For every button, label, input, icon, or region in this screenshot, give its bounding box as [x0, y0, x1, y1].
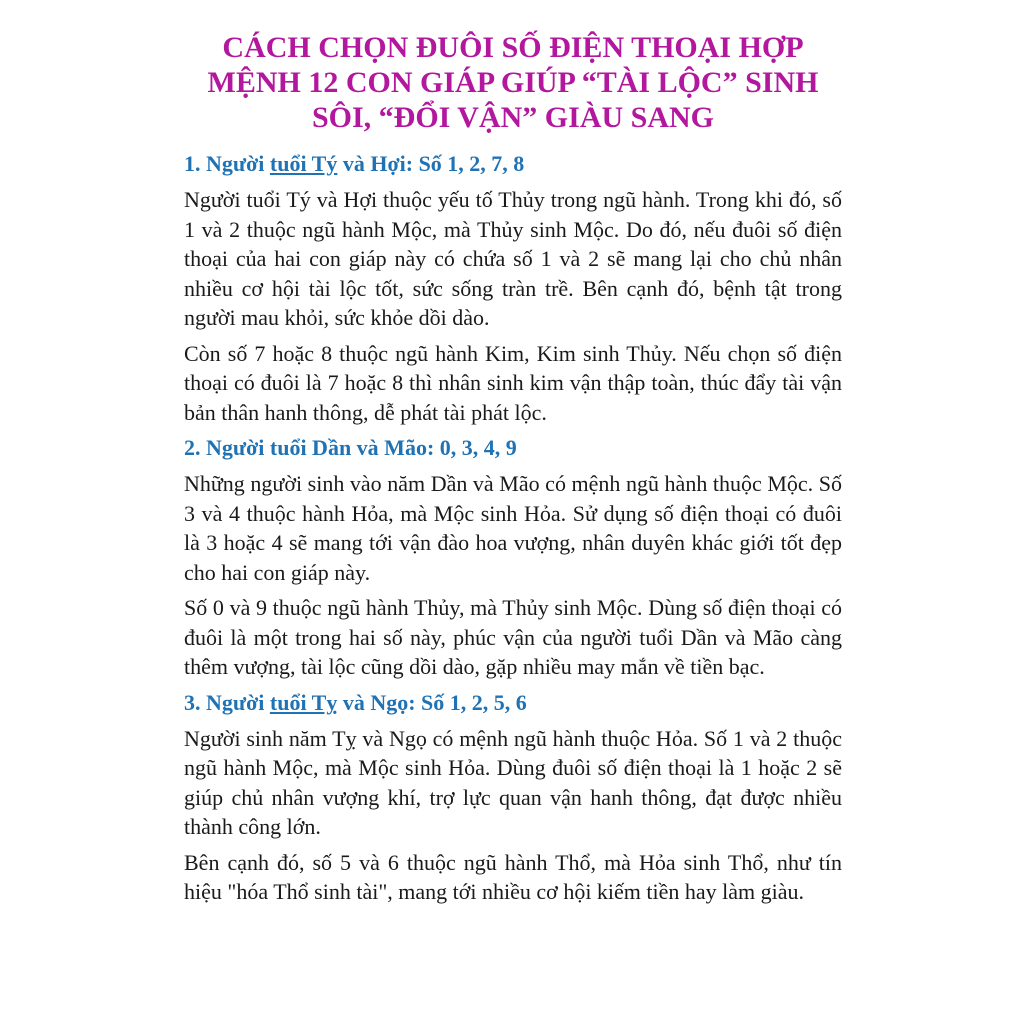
- section-ty-ngo: [184, 688, 842, 907]
- heading-suffix: và Hợi: Số 1, 2, 7, 8: [337, 151, 525, 176]
- paragraph: Những người sinh vào năm Dần và Mão có mệnh ngũ hành thuộc Mộc. Số 3 và 4 thuộc hành Hỏa, mà Mộc sinh Hỏa. Sử dụng số điện thoại có đuôi là 3 hoặc 4 sẽ mang tới vận đào hoa vượng, nhân duyên khác giới tốt đẹp cho hai con giáp này.: [184, 471, 842, 585]
- section-heading: [184, 688, 842, 718]
- paragraph: Bên cạnh đó, số 5 và 6 thuộc ngũ hành Thổ, mà Hỏa sinh Thổ, như tín hiệu "hóa Thổ sinh tài", mang tới nhiều cơ hội kiếm tiền hay làm giàu.: [184, 849, 842, 904]
- section-dan-mao: [184, 433, 842, 682]
- paragraph: Người tuổi Tý và Hợi thuộc yếu tố Thủy trong ngũ hành. Trong khi đó, số 1 và 2 thuộc ngũ hành Mộc, mà Thủy sinh Mộc. Do đó, nếu đuôi số điện thoại của hai con giáp này có chứa số 1 và 2 sẽ mang lại cho chủ nhân nhiều cơ hội tài lộc tốt, sức sống tràn trề. Bên cạnh đó, bệnh tật trong người mau khỏi, sức khỏe dồi dào.: [184, 187, 842, 330]
- heading-prefix: 3. Người: [184, 689, 270, 715]
- heading-link[interactable]: tuổi Tý: [269, 151, 338, 176]
- heading-link[interactable]: tuổi Tỵ: [269, 689, 338, 715]
- paragraph: Số 0 và 9 thuộc ngũ hành Thủy, mà Thủy sinh Mộc. Dùng số điện thoại có đuôi là một trong hai số này, phúc vận của người tuổi Dần và Mão càng thêm vượng, tài lộc cũng dồi dào, gặp nhiều may mắn về tiền bạc.: [184, 595, 842, 679]
- section-heading: [184, 149, 842, 179]
- section-ty-hoi: [184, 149, 842, 427]
- paragraph: Còn số 7 hoặc 8 thuộc ngũ hành Kim, Kim sinh Thủy. Nếu chọn số điện thoại có đuôi là 7 hoặc 8 thì nhân sinh kim vận thập toàn, thúc đẩy tài vận bản thân hanh thông, dễ phát tài phát lộc.: [184, 340, 842, 425]
- article-title: CÁCH CHỌN ĐUÔI SỐ ĐIỆN THOẠI HỢP MỆNH 12 CON GIÁP GIÚP “TÀI LỘC” SINH SÔI, “ĐỔI VẬN” GIÀU SANG: [207, 31, 819, 134]
- section-heading: 2. Người tuổi Dần và Mão: 0, 3, 4, 9: [184, 435, 517, 460]
- paragraph: Người sinh năm Tỵ và Ngọ có mệnh ngũ hành thuộc Hỏa. Số 1 và 2 thuộc ngũ hành Mộc, mà Mộc sinh Hỏa. Dùng đuôi số điện thoại là 1 hoặc 2 sẽ giúp chủ nhân vượng khí, trợ lực quan vận hanh thông, đạt được nhiều thành công lớn.: [184, 725, 842, 839]
- heading-suffix: và Ngọ: Số 1, 2, 5, 6: [337, 689, 527, 715]
- article: [184, 30, 842, 913]
- heading-prefix: 1. Người: [184, 151, 270, 176]
